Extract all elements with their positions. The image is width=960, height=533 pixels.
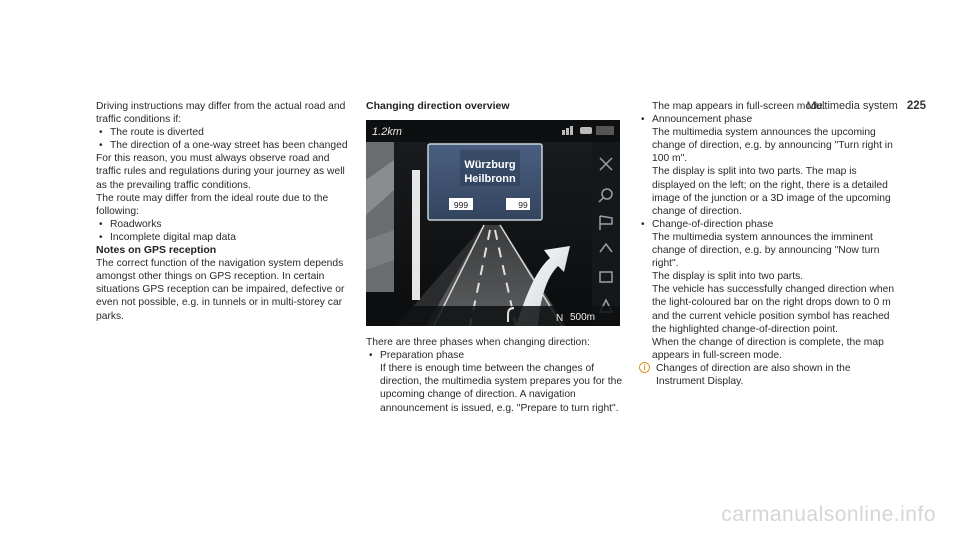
distance-bottom-text: 500m <box>570 312 596 324</box>
paragraph: The display is split into two parts. <box>652 271 804 283</box>
column-middle <box>366 100 628 415</box>
gps-text: The correct function of the navigation system depends amongst other things on GPS reception. In certain situations GPS reception can be impaired, defective or even not possible, e.g. in tunnels or in multi-storey car parks. <box>96 258 345 322</box>
info-icon: i <box>639 362 650 373</box>
sign-line2: Heilbronn <box>464 173 516 186</box>
paragraph: The multimedia system announces the imminent change of direction, e.g. by announcing "Now turn right". <box>652 231 880 270</box>
compass-text: N <box>556 313 564 325</box>
column-left <box>96 100 348 323</box>
list-item: • Incomplete digital map data <box>96 231 348 244</box>
phase-text-preparation: If there is enough time between the changes of direction, the multimedia system prepares you for the upcoming change of direction. A navigation announcement is issued, e.g. "Prepare to turn right". <box>380 363 623 414</box>
section-heading: Changing direction overview <box>366 100 510 112</box>
paragraph: The display is split into two parts. The map is displayed on the left; on the right, there is a detailed image of the junction or a 3D image of the upcoming change of direction. <box>652 166 891 217</box>
watermark: carmanualsonline.info <box>721 503 936 526</box>
page-number: 225 <box>906 100 926 112</box>
info-note <box>638 362 900 388</box>
list-item: • The route is diverted <box>96 126 348 139</box>
note-text: Changes of direction are also shown in the Instrument Display. <box>656 362 851 387</box>
paragraph: The map appears in full-screen mode. <box>652 101 826 112</box>
shield-1: 999 <box>453 200 469 211</box>
paragraph: The route may differ from the ideal route due to the following: <box>96 192 329 217</box>
paragraph: The multimedia system announces the upcoming change of direction, e.g. by announcing "Turn right in 100 m". <box>652 127 893 165</box>
shield-2: 99 <box>518 200 528 211</box>
phases-intro: There are three phases when changing direction: <box>366 337 590 349</box>
column-right <box>638 100 900 388</box>
distance-top-text: 1.2km <box>372 126 402 139</box>
paragraph: The vehicle has successfully changed direction when the light-coloured bar on the right drops down to 0 m and the current vehicle position symbol has reached the highlighted change-of-direction point. <box>652 284 895 335</box>
list-item: • Roadworks <box>96 218 348 231</box>
section-title: Multimedia system <box>806 100 898 112</box>
phase-title-change: • Change-of-direction phase <box>638 218 900 231</box>
paragraph: When the change of direction is complete, the map appears in full-screen mode. <box>652 336 884 361</box>
sign-line1: Würzburg <box>464 159 516 172</box>
phase-title-preparation: • Preparation phase <box>366 349 628 362</box>
phase-title-announcement: • Announcement phase <box>638 113 900 126</box>
list-item: • The direction of a one-way street has been changed <box>96 139 348 152</box>
gps-heading: Notes on GPS reception <box>96 244 217 257</box>
intro-text: Driving instructions may differ from the actual road and traffic conditions if: <box>96 101 346 126</box>
paragraph: For this reason, you must always observe road and traffic rules and regulations during your journey as well as the prevailing traffic conditions. <box>96 153 345 191</box>
navigation-screenshot <box>366 120 620 326</box>
navigation-display-image <box>366 120 620 326</box>
